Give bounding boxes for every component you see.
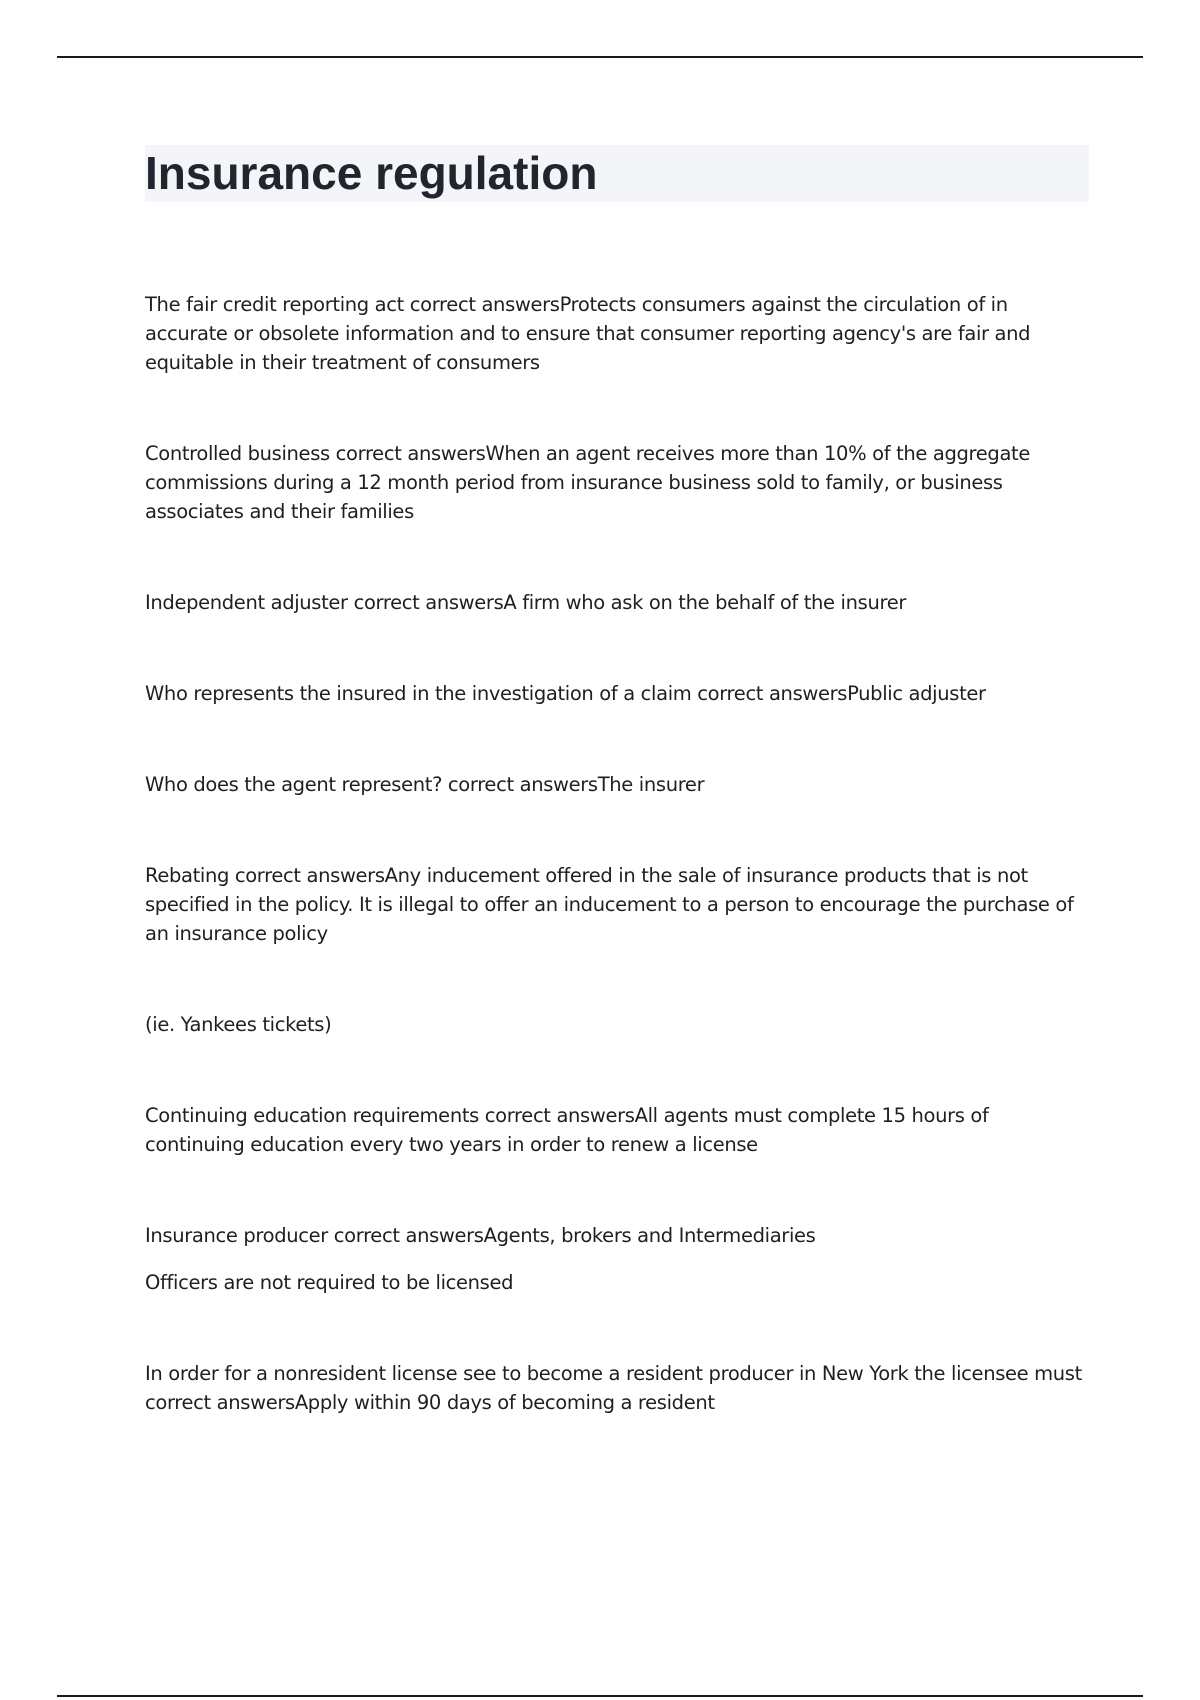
entry-public-adjuster: Who represents the insured in the investigation of a claim correct answersPublic adjuster — [145, 682, 986, 705]
entry-continuing-education: Continuing education requirements correct answersAll agents must complete 15 hours of continuing education every two years in order to renew a license — [145, 1104, 989, 1156]
entry-independent-adjuster: Independent adjuster correct answersA firm who ask on the behalf of the insurer — [145, 591, 907, 614]
entry-insurance-producer: Insurance producer correct answersAgents, brokers and Intermediaries — [145, 1224, 816, 1247]
flashcard-list — [145, 290, 1085, 1417]
entry-rebating: Rebating correct answersAny inducement offered in the sale of insurance products that is not specified in the policy. It is illegal to offer an inducement to a person to encourage the purchase of an insurance policy — [145, 864, 1074, 945]
entry-fair-credit-reporting-act: The fair credit reporting act correct answersProtects consumers against the circulation of in accurate or obsolete information and to ensure that consumer reporting agency's are fair and equitable in their treatment of consumers — [145, 293, 1031, 374]
entry-officers-note: Officers are not required to be licensed — [145, 1271, 514, 1294]
document-title: Insurance regulation — [145, 147, 598, 199]
entry-rebating-example: (ie. Yankees tickets) — [145, 1013, 332, 1036]
header-rule — [57, 56, 1143, 58]
footer-rule — [57, 1695, 1143, 1697]
entry-controlled-business: Controlled business correct answersWhen an agent receives more than 10% of the aggregate commissions during a 12 month period from insurance business sold to family, or business associates and their families — [145, 442, 1030, 523]
entry-agent-represents: Who does the agent represent? correct answersThe insurer — [145, 773, 705, 796]
entry-nonresident-license: In order for a nonresident license see to become a resident producer in New York the licensee must correct answersApply within 90 days of becoming a resident — [145, 1362, 1082, 1414]
